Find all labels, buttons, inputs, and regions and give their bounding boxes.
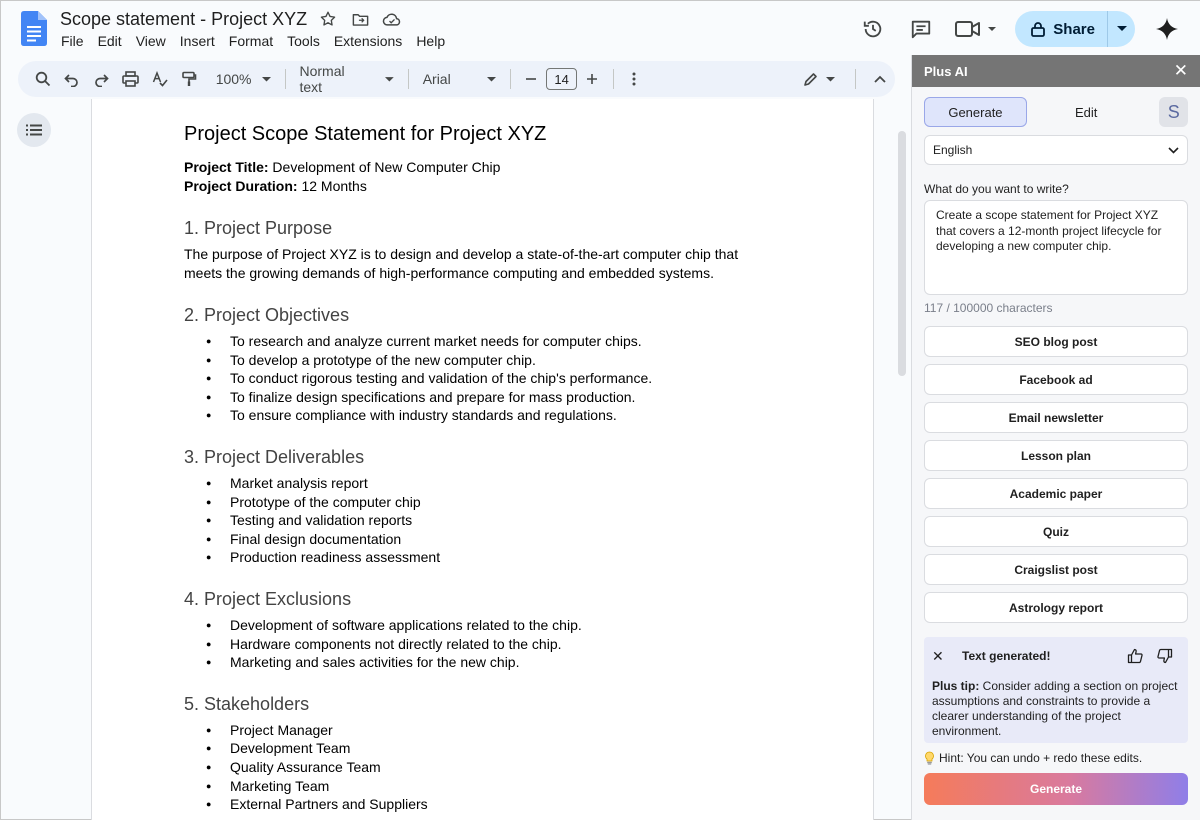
- font-value: Arial: [422, 71, 451, 87]
- menu-edit[interactable]: Edit: [97, 33, 122, 49]
- list-item: ● To conduct rigorous testing and validation of the chip's performance.: [184, 369, 784, 388]
- hint-text: Hint: You can undo + redo these edits.: [939, 751, 1143, 765]
- star-icon[interactable]: [317, 8, 339, 30]
- share-button[interactable]: [1015, 11, 1135, 47]
- project-duration-line: [184, 177, 784, 196]
- list-item: ● External Partners and Suppliers: [184, 795, 784, 814]
- document-scrollbar[interactable]: [898, 131, 906, 376]
- thumbs-down-icon[interactable]: [1150, 647, 1180, 665]
- list-item: ● Testing and validation reports: [184, 511, 784, 530]
- chevron-down-icon: [1168, 147, 1179, 154]
- toolbar-divider: [408, 69, 409, 89]
- menu-extensions[interactable]: Extensions: [333, 33, 403, 49]
- undo-icon[interactable]: [57, 64, 86, 94]
- document-body[interactable]: [184, 123, 784, 814]
- menu-insert[interactable]: Insert: [179, 33, 215, 49]
- share-label: Share: [1053, 20, 1095, 38]
- list-item: ● Final design documentation: [184, 530, 784, 549]
- increase-font-size-icon[interactable]: [577, 64, 606, 94]
- list-item: ● Prototype of the computer chip: [184, 493, 784, 512]
- lightbulb-icon: [924, 751, 935, 765]
- chevron-down-icon: [1117, 26, 1127, 32]
- spellcheck-icon[interactable]: [145, 64, 174, 94]
- template-craigslist-post-button[interactable]: Craigslist post: [924, 554, 1188, 585]
- menu-format[interactable]: Format: [228, 33, 274, 49]
- chevron-down-icon: [487, 77, 496, 82]
- list-item: ● Quality Assurance Team: [184, 758, 784, 777]
- decrease-font-size-icon[interactable]: [517, 64, 546, 94]
- undo-redo-hint: [924, 751, 1142, 765]
- template-seo-blog-post-button[interactable]: SEO blog post: [924, 326, 1188, 357]
- plus-ai-panel: [911, 55, 1200, 820]
- avatar[interactable]: S: [1159, 97, 1188, 127]
- docs-logo-icon[interactable]: [21, 11, 47, 46]
- chevron-down-icon: [262, 77, 271, 82]
- menu-file[interactable]: File: [61, 33, 84, 49]
- character-count: 117 / 100000 characters: [924, 301, 1053, 315]
- paragraph-style-select[interactable]: [291, 63, 401, 95]
- tab-edit[interactable]: Edit: [1074, 104, 1098, 120]
- list-item: ● Production readiness assessment: [184, 548, 784, 567]
- lock-icon: [1031, 21, 1045, 37]
- stakeholders-list: [184, 721, 784, 814]
- section-heading-deliverables: 3. Project Deliverables: [184, 446, 365, 467]
- exclusions-list: [184, 616, 784, 672]
- comments-icon[interactable]: [901, 9, 941, 49]
- share-dropdown-button[interactable]: [1107, 11, 1135, 47]
- tip-text: Consider adding a section on project assumptions and constraints to provide a clearer understanding of the project environment.: [932, 679, 1178, 738]
- project-duration-label: Project Duration:: [184, 178, 298, 194]
- chevron-down-icon: [826, 77, 835, 82]
- list-item: ● Project Manager: [184, 721, 784, 740]
- project-title-label: Project Title:: [184, 159, 269, 175]
- editing-mode-select[interactable]: [795, 72, 843, 87]
- objectives-list: [184, 332, 784, 425]
- chevron-down-icon: [385, 77, 394, 82]
- generate-button[interactable]: Generate: [924, 773, 1188, 805]
- close-icon[interactable]: ✕: [1173, 61, 1188, 80]
- paint-format-icon[interactable]: [174, 64, 203, 94]
- list-item: ● Development of software applications related to the chip.: [184, 616, 784, 635]
- cloud-saved-icon[interactable]: [381, 8, 403, 30]
- section-heading-objectives: 2. Project Objectives: [184, 305, 350, 325]
- collapse-menus-icon[interactable]: [866, 64, 895, 94]
- section-heading-purpose: 1. Project Purpose: [184, 218, 333, 238]
- template-email-newsletter-button[interactable]: Email newsletter: [924, 402, 1188, 433]
- prompt-textarea[interactable]: Create a scope statement for Project XYZ that covers a 12-month project lifecycle for developing a new computer chip.: [924, 200, 1188, 295]
- document-outline-icon[interactable]: [17, 113, 51, 147]
- list-item: ● Development Team: [184, 739, 784, 758]
- section-heading-stakeholders: 5. Stakeholders: [184, 693, 310, 714]
- menu-bar: [61, 33, 459, 49]
- print-icon[interactable]: [116, 64, 145, 94]
- deliverables-list: [184, 474, 784, 567]
- panel-title: Plus AI: [924, 63, 968, 79]
- list-item: ● Marketing and sales activities for the new chip.: [184, 653, 784, 672]
- gemini-icon[interactable]: [1147, 9, 1187, 49]
- dismiss-icon[interactable]: ✕: [932, 647, 944, 664]
- pencil-icon: [803, 72, 818, 87]
- toolbar-divider: [613, 69, 614, 89]
- plus-tip: [932, 679, 1180, 739]
- list-item: ● Market analysis report: [184, 474, 784, 493]
- toolbar-divider: [855, 69, 856, 89]
- font-size-input[interactable]: 14: [546, 68, 577, 90]
- list-item: ● To finalize design specifications and prepare for mass production.: [184, 388, 784, 407]
- template-quiz-button[interactable]: Quiz: [924, 516, 1188, 547]
- template-lesson-plan-button[interactable]: Lesson plan: [924, 440, 1188, 471]
- template-facebook-ad-button[interactable]: Facebook ad: [924, 364, 1188, 395]
- document-title[interactable]: Scope statement - Project XYZ: [60, 8, 308, 29]
- project-duration-value: 12 Months: [297, 178, 367, 194]
- thumbs-up-icon[interactable]: [1120, 647, 1150, 665]
- tip-label: Plus tip:: [932, 679, 980, 693]
- list-item: ● To develop a prototype of the new computer chip.: [184, 351, 784, 370]
- redo-icon[interactable]: [87, 64, 116, 94]
- tab-generate[interactable]: Generate: [924, 97, 1027, 127]
- list-item: ● To research and analyze current market needs for computer chips.: [184, 332, 784, 351]
- language-value: English: [933, 143, 973, 157]
- purpose-paragraph: The purpose of Project XYZ is to design and develop a state-of-the-art computer chip that meets the growing demands of high-performance computing and embedded systems.: [184, 246, 739, 281]
- more-options-icon[interactable]: [619, 64, 648, 94]
- zoom-select[interactable]: [208, 71, 279, 87]
- history-icon[interactable]: [853, 9, 893, 49]
- template-list: [924, 326, 1188, 623]
- generated-title: Text generated!: [962, 649, 1051, 663]
- template-astrology-report-button[interactable]: Astrology report: [924, 592, 1188, 623]
- list-item: ● To ensure compliance with industry standards and regulations.: [184, 406, 784, 425]
- template-academic-paper-button[interactable]: Academic paper: [924, 478, 1188, 509]
- project-title-value: Development of New Computer Chip: [268, 159, 501, 175]
- document-heading: Project Scope Statement for Project XYZ: [184, 123, 547, 145]
- language-select[interactable]: [924, 135, 1188, 165]
- toolbar-divider: [510, 69, 511, 89]
- move-folder-icon[interactable]: [349, 8, 371, 30]
- meet-icon[interactable]: [949, 9, 1005, 49]
- panel-header: [912, 55, 1200, 87]
- font-select[interactable]: [415, 71, 504, 87]
- zoom-value: 100%: [215, 71, 252, 87]
- app-header: [1, 1, 1200, 57]
- menu-tools[interactable]: Tools: [287, 33, 320, 49]
- section-heading-exclusions: 4. Project Exclusions: [184, 588, 352, 609]
- paragraph-style-value: Normal text: [299, 63, 345, 95]
- list-item: ● Marketing Team: [184, 777, 784, 796]
- menu-help[interactable]: Help: [416, 33, 446, 49]
- toolbar-divider: [285, 69, 286, 89]
- list-item: ● Hardware components not directly related to the chip.: [184, 635, 784, 654]
- prompt-label: What do you want to write?: [924, 182, 1069, 196]
- menu-view[interactable]: View: [135, 33, 166, 49]
- formatting-toolbar: [18, 61, 895, 97]
- project-title-line: [184, 158, 784, 177]
- search-menus-icon[interactable]: [28, 64, 57, 94]
- text-generated-notice: [924, 637, 1188, 743]
- document-page[interactable]: [91, 99, 874, 820]
